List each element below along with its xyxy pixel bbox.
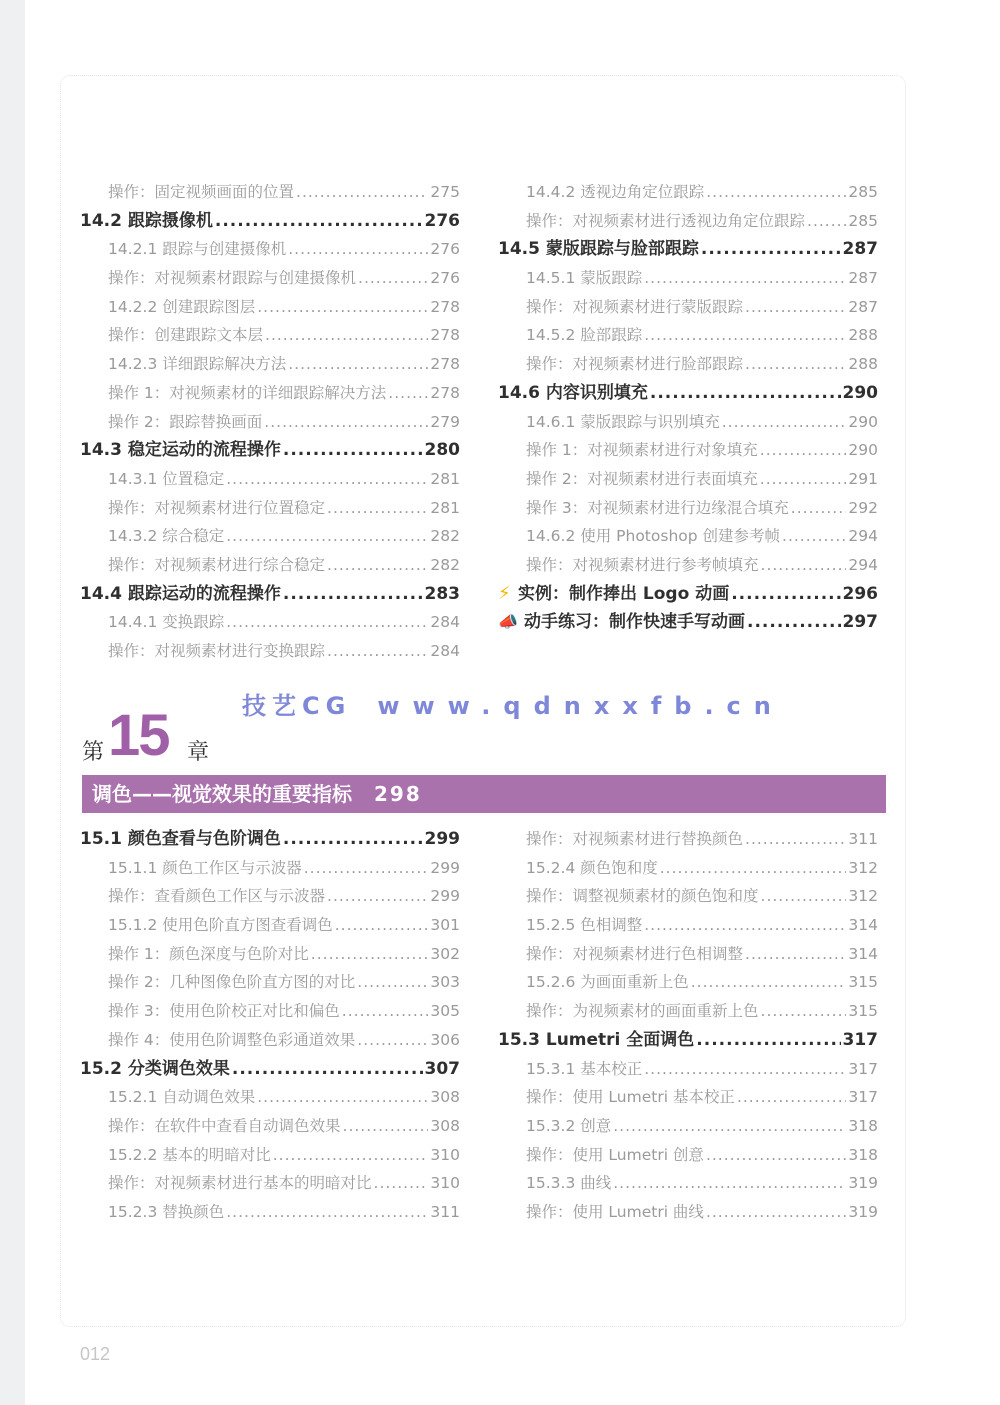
dot-leader bbox=[311, 940, 429, 969]
dot-leader bbox=[761, 551, 847, 580]
dot-leader bbox=[283, 825, 423, 854]
chapter-suffix: 章 bbox=[187, 740, 210, 765]
toc-entry-page: 276 bbox=[424, 210, 460, 231]
toc-entry-page: 292 bbox=[848, 498, 878, 517]
toc-subentry bbox=[498, 178, 878, 207]
toc-entry-page: 288 bbox=[848, 355, 878, 374]
dot-leader bbox=[257, 1083, 428, 1112]
toc-subentry bbox=[498, 293, 878, 322]
toc-entry-page: 317 bbox=[842, 1029, 878, 1050]
toc-entry-title: 操作 4：使用色阶调整色彩通道效果 bbox=[108, 1030, 356, 1049]
toc-subentry bbox=[80, 608, 460, 637]
dot-leader bbox=[722, 408, 847, 437]
toc-entry-title: 15.2.5 色相调整 bbox=[526, 916, 643, 935]
toc-section-entry bbox=[498, 379, 878, 408]
dot-leader bbox=[747, 608, 841, 637]
toc-entry-page: 315 bbox=[848, 1002, 878, 1021]
toc-entry-title: 操作 3：对视频素材进行边缘混合填充 bbox=[526, 498, 789, 517]
dot-leader bbox=[288, 350, 428, 379]
toc-section-entry bbox=[80, 825, 460, 854]
toc-entry-title: 操作 3：使用色阶校正对比和偏色 bbox=[108, 1002, 340, 1021]
toc-entry-page: 307 bbox=[424, 1058, 460, 1079]
toc-entry-page: 301 bbox=[430, 916, 460, 935]
toc-top-left-column bbox=[80, 178, 460, 666]
toc-entry-page: 287 bbox=[842, 239, 878, 260]
toc-entry-title: 操作：查看颜色工作区与示波器 bbox=[108, 887, 326, 906]
toc-entry-page: 278 bbox=[430, 326, 460, 345]
toc-entry-title: 15.2.2 基本的明暗对比 bbox=[108, 1145, 271, 1164]
toc-entry-title: 14.3 稳定运动的流程操作 bbox=[80, 440, 281, 461]
dot-leader bbox=[232, 1055, 423, 1084]
toc-subentry bbox=[498, 522, 878, 551]
toc-entry-title: 操作 2：几种图像色阶直方图的对比 bbox=[108, 973, 356, 992]
dot-leader bbox=[357, 1026, 428, 1055]
toc-entry-title: 操作：在软件中查看自动调色效果 bbox=[108, 1116, 341, 1135]
toc-entry-title: 15.2 分类调色效果 bbox=[80, 1058, 230, 1079]
megaphone-icon: 📣 bbox=[498, 612, 518, 632]
watermark bbox=[242, 686, 784, 721]
toc-highlight-entry bbox=[498, 608, 878, 637]
toc-entry-page: 280 bbox=[424, 440, 460, 461]
toc-entry-title: 14.6.1 蒙版跟踪与识别填充 bbox=[526, 412, 720, 431]
toc-entry-page: 275 bbox=[430, 183, 460, 201]
toc-entry-title: 操作 2：跟踪替换画面 bbox=[108, 412, 263, 431]
toc-subentry bbox=[80, 1026, 460, 1055]
toc-subentry bbox=[498, 551, 878, 580]
toc-entry-page: 319 bbox=[848, 1174, 878, 1193]
toc-entry-page: 285 bbox=[848, 183, 878, 201]
dot-leader bbox=[706, 1198, 846, 1227]
toc-subentry bbox=[498, 940, 878, 969]
dot-leader bbox=[706, 1141, 846, 1170]
chapter-page: 298 bbox=[374, 782, 422, 806]
toc-entry-page: 281 bbox=[430, 498, 460, 517]
toc-entry-title: 操作 1：对视频素材进行对象填充 bbox=[526, 441, 758, 460]
toc-subentry bbox=[80, 1169, 460, 1198]
toc-entry-title: 15.2.3 替换颜色 bbox=[108, 1202, 225, 1221]
dot-leader bbox=[374, 1169, 429, 1198]
dot-leader bbox=[760, 465, 847, 494]
toc-subentry bbox=[80, 637, 460, 666]
toc-entry-title: 14.3.1 位置稳定 bbox=[108, 469, 225, 488]
dot-leader bbox=[226, 522, 428, 551]
dot-leader bbox=[644, 321, 846, 350]
toc-entry-title: 14.3.2 综合稳定 bbox=[108, 527, 225, 546]
toc-subentry bbox=[498, 825, 878, 854]
toc-entry-page: 276 bbox=[430, 269, 460, 288]
page-number: 012 bbox=[80, 1344, 111, 1364]
toc-entry-title: 操作：对视频素材跟踪与创建摄像机 bbox=[108, 269, 357, 288]
toc-entry-title: 15.1.2 使用色阶直方图查看调色 bbox=[108, 916, 333, 935]
toc-entry-page: 291 bbox=[848, 469, 878, 488]
toc-entry-page: 294 bbox=[848, 555, 878, 574]
dot-leader bbox=[791, 494, 847, 523]
toc-entry-title: 操作：对视频素材进行基本的明暗对比 bbox=[108, 1174, 372, 1193]
dot-leader bbox=[731, 580, 840, 609]
toc-entry-title: 14.4.1 变换跟踪 bbox=[108, 613, 225, 632]
toc-section-entry bbox=[498, 235, 878, 264]
toc-entry-title: 15.1 颜色查看与色阶调色 bbox=[80, 829, 281, 849]
dot-leader bbox=[273, 1141, 429, 1170]
toc-subentry bbox=[80, 494, 460, 523]
toc-subentry bbox=[80, 350, 460, 379]
toc-entry-page: 314 bbox=[848, 916, 878, 935]
toc-subentry bbox=[498, 997, 878, 1026]
toc-entry-page: 297 bbox=[842, 612, 878, 633]
toc-subentry bbox=[80, 235, 460, 264]
toc-entry-page: 318 bbox=[848, 1145, 878, 1164]
toc-entry-title: 操作：为视频素材的画面重新上色 bbox=[526, 1002, 759, 1021]
toc-entry-page: 311 bbox=[430, 1202, 460, 1221]
toc-entry-page: 311 bbox=[848, 830, 878, 848]
toc-entry-title: 操作：对视频素材进行蒙版跟踪 bbox=[526, 297, 744, 316]
toc-entry-page: 299 bbox=[430, 858, 460, 877]
toc-entry-title: 操作 1：颜色深度与色阶对比 bbox=[108, 944, 309, 963]
toc-entry-title: 15.2.4 颜色饱和度 bbox=[526, 858, 658, 877]
toc-subentry bbox=[498, 408, 878, 437]
dot-leader bbox=[327, 494, 428, 523]
toc-entry-title: 14.2 跟踪摄像机 bbox=[80, 210, 213, 231]
dot-leader bbox=[644, 911, 846, 940]
toc-entry-title: 14.5.1 蒙版跟踪 bbox=[526, 269, 643, 288]
toc-entry-page: 288 bbox=[848, 326, 878, 345]
toc-subentry bbox=[498, 1083, 878, 1112]
toc-entry-page: 287 bbox=[848, 269, 878, 288]
toc-subentry bbox=[80, 408, 460, 437]
toc-subentry bbox=[498, 207, 878, 236]
dot-leader bbox=[761, 997, 847, 1026]
lightning-icon: ⚡ bbox=[498, 582, 511, 604]
toc-subentry bbox=[498, 350, 878, 379]
toc-subentry bbox=[498, 1112, 878, 1141]
toc-subentry bbox=[498, 494, 878, 523]
dot-leader bbox=[644, 1055, 846, 1084]
dot-leader bbox=[257, 293, 428, 322]
toc-entry-page: 310 bbox=[430, 1174, 460, 1193]
dot-leader bbox=[283, 436, 423, 465]
dot-leader bbox=[304, 854, 429, 883]
dot-leader bbox=[644, 264, 846, 293]
toc-subentry bbox=[498, 1055, 878, 1084]
chapter-title: 调色——视觉效果的重要指标 bbox=[92, 782, 352, 806]
toc-entry-page: 287 bbox=[848, 297, 878, 316]
dot-leader bbox=[613, 1169, 846, 1198]
toc-entry-title: 动手练习：制作快速手写动画 bbox=[524, 612, 745, 633]
toc-entry-page: 276 bbox=[430, 240, 460, 259]
dot-leader bbox=[807, 207, 846, 236]
toc-entry-page: 310 bbox=[430, 1145, 460, 1164]
toc-entry-title: 15.2.6 为画面重新上色 bbox=[526, 973, 689, 992]
toc-entry-title: 操作：对视频素材进行位置稳定 bbox=[108, 498, 326, 517]
toc-entry-title: 15.3.2 创意 bbox=[526, 1116, 612, 1135]
toc-entry-title: 15.3.1 基本校正 bbox=[526, 1059, 643, 1078]
toc-entry-title: 15.1.1 颜色工作区与示波器 bbox=[108, 858, 302, 877]
dot-leader bbox=[388, 379, 428, 408]
toc-entry-page: 308 bbox=[430, 1116, 460, 1135]
toc-entry-title: 14.4.2 透视边角定位跟踪 bbox=[526, 183, 705, 201]
toc-entry-page: 290 bbox=[848, 441, 878, 460]
toc-entry-page: 299 bbox=[430, 887, 460, 906]
dot-leader bbox=[745, 350, 846, 379]
dot-leader bbox=[342, 997, 429, 1026]
toc-entry-page: 314 bbox=[848, 944, 878, 963]
dot-leader bbox=[745, 940, 846, 969]
toc-subentry bbox=[498, 1198, 878, 1227]
dot-leader bbox=[706, 178, 846, 207]
toc-entry-page: 303 bbox=[430, 973, 460, 992]
toc-entry-page: 296 bbox=[842, 583, 878, 604]
toc-subentry bbox=[80, 882, 460, 911]
toc-entry-page: 290 bbox=[842, 382, 878, 403]
toc-subentry bbox=[498, 1169, 878, 1198]
toc-bottom-right-column bbox=[498, 825, 878, 1227]
chapter-title-bar bbox=[82, 775, 886, 813]
toc-entry-title: 15.3.3 曲线 bbox=[526, 1174, 612, 1193]
toc-entry-page: 283 bbox=[424, 583, 460, 604]
toc-entry-title: 操作：对视频素材进行变换跟踪 bbox=[108, 642, 326, 660]
dot-leader bbox=[327, 882, 428, 911]
toc-entry-title: 操作：对视频素材进行参考帧填充 bbox=[526, 555, 759, 574]
toc-entry-title: 操作：使用 Lumetri 基本校正 bbox=[526, 1088, 735, 1107]
toc-entry-title: 实例：制作捧出 Logo 动画 bbox=[518, 583, 730, 604]
toc-subentry bbox=[80, 1083, 460, 1112]
toc-subentry bbox=[498, 911, 878, 940]
dot-leader bbox=[226, 1198, 428, 1227]
toc-subentry bbox=[498, 1141, 878, 1170]
toc-entry-page: 284 bbox=[430, 642, 460, 660]
toc-subentry bbox=[80, 997, 460, 1026]
toc-entry-title: 14.5 蒙版跟踪与脸部跟踪 bbox=[498, 239, 699, 260]
toc-subentry bbox=[80, 178, 460, 207]
toc-subentry bbox=[498, 465, 878, 494]
toc-subentry bbox=[80, 1141, 460, 1170]
toc-entry-title: 操作：创建跟踪文本层 bbox=[108, 326, 264, 345]
toc-entry-title: 操作：对视频素材进行综合稳定 bbox=[108, 555, 326, 574]
toc-subentry bbox=[498, 854, 878, 883]
chapter-number: 15 bbox=[108, 703, 169, 768]
toc-entry-title: 操作：对视频素材进行透视边角定位跟踪 bbox=[526, 211, 806, 230]
toc-entry-page: 285 bbox=[848, 211, 878, 230]
toc-entry-page: 299 bbox=[424, 829, 460, 849]
dot-leader bbox=[265, 321, 428, 350]
toc-entry-page: 281 bbox=[430, 469, 460, 488]
toc-entry-page: 305 bbox=[430, 1002, 460, 1021]
toc-subentry bbox=[80, 1198, 460, 1227]
toc-entry-page: 319 bbox=[848, 1202, 878, 1221]
dot-leader bbox=[660, 854, 847, 883]
dot-leader bbox=[745, 293, 846, 322]
dot-leader bbox=[701, 235, 841, 264]
toc-subentry bbox=[498, 321, 878, 350]
dot-leader bbox=[357, 968, 428, 997]
dot-leader bbox=[264, 408, 428, 437]
toc-subentry bbox=[80, 293, 460, 322]
toc-entry-page: 290 bbox=[848, 412, 878, 431]
toc-entry-title: 操作：对视频素材进行替换颜色 bbox=[526, 830, 744, 848]
dot-leader bbox=[226, 465, 428, 494]
toc-entry-page: 315 bbox=[848, 973, 878, 992]
toc-section-entry bbox=[80, 207, 460, 236]
dot-leader bbox=[650, 379, 841, 408]
toc-entry-page: 278 bbox=[430, 383, 460, 402]
dot-leader bbox=[343, 1112, 429, 1141]
dot-leader bbox=[760, 436, 847, 465]
dot-leader bbox=[696, 1026, 840, 1055]
toc-subentry bbox=[80, 854, 460, 883]
toc-subentry bbox=[498, 264, 878, 293]
dot-leader bbox=[327, 551, 428, 580]
toc-subentry bbox=[498, 882, 878, 911]
toc-subentry bbox=[80, 1112, 460, 1141]
toc-entry-title: 14.2.1 跟踪与创建摄像机 bbox=[108, 240, 287, 259]
dot-leader bbox=[358, 264, 428, 293]
dot-leader bbox=[691, 968, 847, 997]
chapter-prefix: 第 bbox=[82, 740, 105, 765]
toc-entry-title: 14.6 内容识别填充 bbox=[498, 382, 648, 403]
toc-subentry bbox=[80, 465, 460, 494]
dot-leader bbox=[745, 825, 846, 854]
dot-leader bbox=[737, 1083, 846, 1112]
toc-entry-title: 操作：固定视频画面的位置 bbox=[108, 183, 295, 201]
toc-entry-page: 282 bbox=[430, 555, 460, 574]
toc-entry-title: 操作：使用 Lumetri 曲线 bbox=[526, 1202, 704, 1221]
toc-subentry bbox=[80, 940, 460, 969]
toc-entry-title: 14.5.2 脸部跟踪 bbox=[526, 326, 643, 345]
toc-entry-title: 15.3 Lumetri 全面调色 bbox=[498, 1029, 695, 1050]
toc-section-entry bbox=[80, 1055, 460, 1084]
toc-entry-title: 操作 1：对视频素材的详细跟踪解决方法 bbox=[108, 383, 387, 402]
toc-subentry bbox=[80, 968, 460, 997]
dot-leader bbox=[296, 178, 428, 207]
toc-entry-page: 284 bbox=[430, 613, 460, 632]
toc-subentry bbox=[498, 968, 878, 997]
dot-leader bbox=[283, 580, 423, 609]
toc-entry-page: 294 bbox=[848, 527, 878, 546]
toc-entry-title: 14.6.2 使用 Photoshop 创建参考帧 bbox=[526, 527, 781, 546]
toc-entry-page: 306 bbox=[430, 1030, 460, 1049]
toc-entry-page: 282 bbox=[430, 527, 460, 546]
toc-top-right-column bbox=[498, 178, 878, 637]
dot-leader bbox=[782, 522, 846, 551]
toc-subentry bbox=[80, 379, 460, 408]
toc-entry-title: 操作：调整视频素材的颜色饱和度 bbox=[526, 887, 759, 906]
toc-entry-page: 312 bbox=[848, 858, 878, 877]
watermark-brand: 技艺CG bbox=[242, 692, 352, 720]
toc-highlight-entry bbox=[498, 580, 878, 609]
toc-entry-page: 279 bbox=[430, 412, 460, 431]
dot-leader bbox=[335, 911, 429, 940]
toc-entry-page: 318 bbox=[848, 1116, 878, 1135]
toc-subentry bbox=[80, 522, 460, 551]
dot-leader bbox=[215, 207, 423, 236]
toc-entry-page: 317 bbox=[848, 1088, 878, 1107]
dot-leader bbox=[327, 637, 428, 666]
toc-entry-title: 操作：对视频素材进行色相调整 bbox=[526, 944, 744, 963]
toc-entry-title: 14.4 跟踪运动的流程操作 bbox=[80, 583, 281, 604]
watermark-url: www.qdnxxfb.cn bbox=[377, 692, 784, 720]
toc-entry-title: 14.2.2 创建跟踪图层 bbox=[108, 297, 256, 316]
toc-entry-page: 317 bbox=[848, 1059, 878, 1078]
toc-subentry bbox=[80, 264, 460, 293]
toc-entry-page: 278 bbox=[430, 355, 460, 374]
toc-entry-title: 操作：对视频素材进行脸部跟踪 bbox=[526, 355, 744, 374]
toc-entry-page: 312 bbox=[848, 887, 878, 906]
dot-leader bbox=[613, 1112, 846, 1141]
toc-entry-title: 操作：使用 Lumetri 创意 bbox=[526, 1145, 704, 1164]
toc-subentry bbox=[80, 551, 460, 580]
toc-subentry bbox=[498, 436, 878, 465]
toc-section-entry bbox=[80, 580, 460, 609]
dot-leader bbox=[761, 882, 847, 911]
dot-leader bbox=[226, 608, 428, 637]
toc-entry-page: 308 bbox=[430, 1088, 460, 1107]
toc-entry-page: 302 bbox=[430, 944, 460, 963]
dot-leader bbox=[288, 235, 428, 264]
toc-entry-title: 操作 2：对视频素材进行表面填充 bbox=[526, 469, 758, 488]
toc-entry-title: 15.2.1 自动调色效果 bbox=[108, 1088, 256, 1107]
page-spine-strip bbox=[0, 0, 25, 1405]
toc-entry-page: 278 bbox=[430, 297, 460, 316]
toc-subentry bbox=[80, 911, 460, 940]
toc-bottom-left-column bbox=[80, 825, 460, 1227]
toc-entry-title: 14.2.3 详细跟踪解决方法 bbox=[108, 355, 287, 374]
toc-subentry bbox=[80, 321, 460, 350]
toc-section-entry bbox=[498, 1026, 878, 1055]
toc-section-entry bbox=[80, 436, 460, 465]
